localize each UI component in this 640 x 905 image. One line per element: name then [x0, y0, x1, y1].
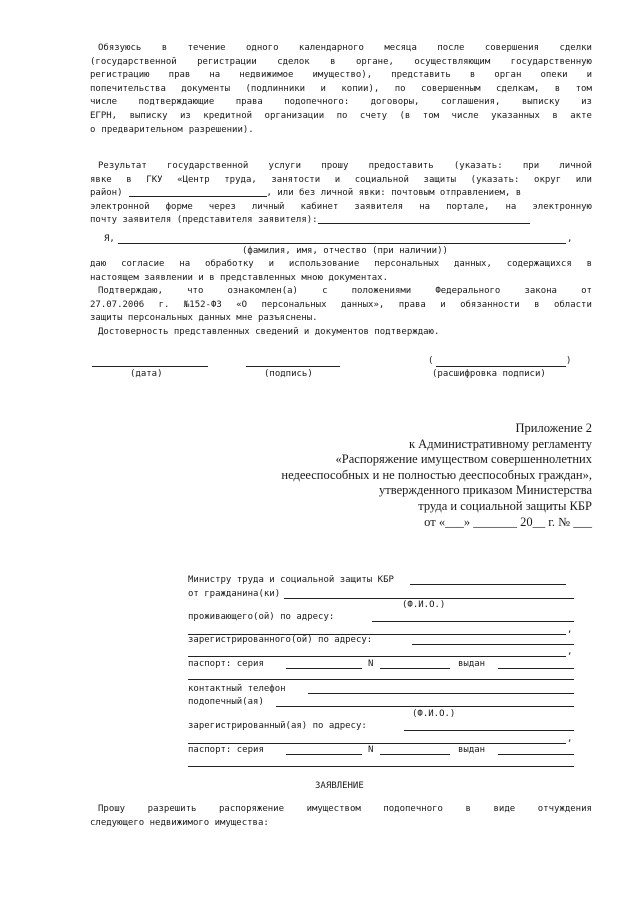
word: предварительном — [101, 124, 183, 135]
email-field[interactable] — [318, 214, 530, 224]
passport-issued-field-2[interactable] — [188, 679, 574, 680]
word: на — [419, 201, 431, 212]
comma: , — [567, 647, 573, 657]
word: органе, — [356, 56, 394, 67]
text-line — [90, 285, 592, 299]
word: числе — [90, 97, 118, 108]
text-line — [90, 187, 592, 201]
word: персональных — [374, 259, 440, 269]
word: имуществом — [306, 804, 361, 814]
residing-address-field[interactable] — [372, 621, 574, 622]
word: ГКУ — [146, 174, 163, 185]
word: о — [90, 124, 96, 135]
word: в — [554, 83, 561, 94]
word: заявителя — [354, 201, 404, 212]
word: (государственной — [90, 56, 177, 67]
word: одного — [245, 43, 279, 53]
word: документы — [181, 83, 231, 94]
word: и — [586, 70, 592, 81]
word: опеки — [540, 70, 568, 81]
word: защиты — [423, 174, 457, 185]
ward-passport-number-sign: N — [368, 745, 374, 755]
word: счету — [359, 110, 388, 121]
word: обработку — [204, 259, 254, 269]
word: акте — [570, 110, 592, 121]
word: г. — [158, 299, 170, 310]
word: осуществляющим — [414, 56, 491, 67]
word: месяца — [384, 43, 417, 53]
word: календарного — [298, 43, 364, 53]
word: отчуждения — [537, 804, 592, 814]
word: в — [126, 174, 132, 185]
top-paragraph — [90, 42, 592, 137]
word: положениями — [351, 286, 412, 297]
word: на — [179, 259, 191, 269]
word: в — [469, 70, 476, 81]
word: при — [522, 161, 540, 171]
text-fragment: следующего недвижимого имущества: — [90, 817, 269, 828]
word: (в — [399, 110, 411, 121]
word: права — [235, 97, 263, 108]
to-minister-label: Министру труда и социальной защиты КБР — [188, 575, 394, 585]
fio-caption: (Ф.И.О.) — [402, 600, 446, 610]
word: сделкам, — [496, 83, 540, 94]
word: «Центр — [177, 174, 210, 185]
passport-series-field[interactable] — [286, 668, 362, 669]
word: области — [553, 299, 592, 310]
word: Результат — [98, 161, 147, 171]
word: в — [161, 43, 168, 53]
text-line — [90, 110, 592, 124]
ward-address-field[interactable] — [404, 730, 574, 731]
word: на — [505, 201, 517, 212]
word: совершенным — [420, 83, 481, 94]
word: том — [575, 83, 592, 94]
text-line — [90, 312, 592, 326]
ward-name-field[interactable] — [276, 706, 574, 707]
word: ЕГРН, — [90, 110, 118, 121]
word: через — [208, 201, 236, 212]
word: представить — [391, 70, 451, 81]
word: ознакомлен(а) — [227, 286, 298, 297]
applicant-name-field[interactable] — [118, 243, 566, 244]
signature-caption: (подпись) — [264, 369, 313, 379]
word: использование — [288, 259, 360, 269]
word: имущество), — [312, 70, 373, 81]
signature-decode-field[interactable] — [436, 366, 566, 367]
registered-label: зарегистрированного(ой) по адресу: — [188, 635, 373, 645]
text-line — [90, 69, 592, 83]
residing-label: проживающего(ой) по адресу: — [188, 612, 335, 622]
word: кредитной — [203, 110, 253, 121]
appendix-line: труда и социальной защиты КБР — [418, 498, 592, 513]
date-field[interactable] — [92, 366, 208, 367]
word: услуги — [268, 161, 302, 171]
word: Обязуюсь — [98, 43, 142, 53]
district-field[interactable] — [129, 187, 267, 197]
appendix-line: недееспособных и не полностью дееспособных граждан», — [281, 467, 592, 482]
signature-decode-caption: (расшифровка подписи) — [432, 369, 546, 379]
word: (указать: — [453, 161, 503, 171]
word: личной — [559, 161, 592, 171]
word: соглашения, — [440, 97, 501, 108]
comma: , — [567, 234, 573, 244]
passport-number-sign: N — [368, 659, 374, 669]
result-paragraph — [90, 160, 592, 228]
word: (подлинники — [245, 83, 306, 94]
registered-address-field[interactable] — [412, 644, 574, 645]
word: Подтверждаю, — [98, 286, 164, 297]
district-label: район) — [90, 188, 123, 199]
passport-number-field[interactable] — [380, 668, 450, 669]
word: на — [209, 70, 221, 81]
text-line — [90, 326, 592, 340]
word: что — [187, 286, 204, 297]
appendix-line: Приложение 2 — [515, 421, 592, 435]
word: сделки — [559, 43, 592, 53]
word: после — [437, 43, 465, 53]
word: 27.07.2006 — [90, 299, 145, 310]
word: по — [394, 83, 406, 94]
word: согласие — [121, 259, 165, 269]
word: по — [336, 110, 348, 121]
word: №152-ФЗ — [183, 299, 222, 310]
comma: , — [567, 734, 573, 744]
word: прошу — [321, 161, 349, 171]
appendix-line: «Распоряжение имуществом совершеннолетних — [335, 452, 592, 467]
word: копии), — [341, 83, 380, 94]
from-citizen-label: от гражданина(ки) — [188, 589, 281, 599]
word: персональных — [261, 299, 327, 310]
word: содержащихся — [506, 259, 572, 269]
word: электронной — [90, 201, 150, 212]
text-fragment: защиты персональных данных мне разъяснены. — [90, 313, 318, 324]
word: попечительства — [90, 83, 166, 94]
text-fragment: Достоверность представленных сведений и документов подтверждаю. — [98, 326, 440, 337]
text-fragment: , или без личной явки: почтовым отправлением, в — [266, 188, 522, 199]
word: и — [268, 259, 274, 269]
word: виде — [493, 804, 516, 814]
open-paren: ( — [428, 356, 434, 366]
word: даю — [90, 259, 107, 269]
word: недвижимое — [239, 70, 294, 81]
minister-name-field[interactable] — [410, 584, 566, 585]
phone-label: контактный телефон — [188, 684, 286, 694]
word: обязанности — [460, 299, 520, 310]
word: государственную — [510, 56, 592, 67]
word: совершения — [484, 43, 540, 53]
word: прав — [168, 70, 191, 81]
statement-paragraph — [90, 803, 592, 830]
word: с — [322, 286, 328, 297]
word: указанных — [491, 110, 540, 121]
text-line — [90, 817, 592, 831]
word: подопечного — [383, 804, 443, 814]
word: и — [334, 174, 341, 185]
fio-caption: (фамилия, имя, отчество (при наличии)) — [242, 246, 448, 256]
statement-title: ЗАЯВЛЕНИЕ — [315, 781, 364, 791]
word: договоры, — [370, 97, 420, 108]
text-line — [90, 803, 592, 817]
registered-address-field-2[interactable] — [188, 656, 566, 657]
word: регистрацию — [90, 70, 150, 81]
word: округ — [534, 174, 562, 185]
appendix-line: утвержденного приказом Министерства — [379, 483, 592, 498]
text-line — [90, 56, 592, 70]
ward-passport-issued-field-2[interactable] — [188, 766, 574, 767]
word: выписку — [521, 97, 560, 108]
word: права — [398, 299, 426, 310]
appendix-header — [281, 421, 592, 530]
word: «О — [236, 299, 248, 310]
text-line — [90, 124, 592, 138]
word: течение — [187, 43, 226, 53]
word: закона — [524, 286, 557, 297]
word: в — [465, 804, 471, 814]
word: электронную — [532, 201, 592, 212]
word: орган — [494, 70, 522, 81]
word: форме — [165, 201, 193, 212]
text-line — [90, 201, 592, 215]
word: социальной — [354, 174, 409, 185]
word: в — [586, 259, 592, 269]
word: разрешить — [147, 804, 197, 814]
word: портале, — [446, 201, 490, 212]
ward-issued-label: выдан — [458, 745, 486, 755]
text-line — [90, 258, 592, 272]
appendix-line: к Административному регламенту — [408, 436, 592, 451]
word: и — [320, 83, 326, 94]
ward-label: подопечный(ая) — [188, 697, 264, 707]
fio-caption: (Ф.И.О.) — [412, 709, 456, 719]
consent-paragraph — [90, 258, 592, 340]
text-line — [90, 272, 592, 286]
ward-passport-label: паспорт: серия — [188, 745, 264, 755]
word: из — [179, 110, 191, 121]
word: труда, — [224, 174, 257, 185]
ward-registered-label: зарегистрированный(ая) по адресу: — [188, 721, 367, 731]
word: личный — [251, 201, 285, 212]
text-line — [90, 174, 592, 188]
word: числе — [451, 110, 479, 121]
word: в — [330, 56, 336, 67]
word: явке — [90, 174, 112, 185]
issued-label: выдан — [458, 659, 486, 669]
word: из — [581, 97, 592, 108]
word: кабинет — [300, 201, 339, 212]
word: занятости — [271, 174, 321, 185]
email-label: почту заявителя (представителя заявителя): — [90, 215, 318, 226]
word: Федерального — [435, 286, 501, 297]
signature-field[interactable] — [246, 366, 340, 367]
word: данных», — [340, 299, 385, 310]
comma: , — [567, 625, 573, 635]
ward-passport-number-field[interactable] — [380, 754, 450, 755]
text-line — [90, 160, 592, 174]
word: (указать: — [470, 174, 520, 185]
word: в — [552, 110, 558, 121]
word: данных, — [453, 259, 492, 269]
word: от — [581, 286, 592, 297]
word: государственной — [167, 161, 249, 171]
appendix-line: от «___» _______ 20__ г. № ___ — [424, 514, 592, 529]
ya-label: Я, — [104, 234, 115, 244]
word: регистрации — [197, 56, 257, 67]
word: организации — [264, 110, 325, 121]
word: сделок — [277, 56, 310, 67]
text-line — [90, 96, 592, 110]
word: подтверждающие — [138, 97, 215, 108]
word: и — [440, 299, 446, 310]
word: или — [575, 174, 592, 185]
ward-passport-series-field[interactable] — [286, 754, 362, 755]
text-line — [90, 299, 592, 313]
phone-field[interactable] — [308, 693, 574, 694]
text-fragment: настоящем заявлении и в представленных мною документах. — [90, 272, 389, 283]
passport-issued-field[interactable] — [498, 668, 574, 669]
word: в — [534, 299, 540, 310]
close-paren: ) — [566, 356, 572, 366]
word: подопечного: — [284, 97, 350, 108]
passport-label: паспорт: серия — [188, 659, 264, 669]
word: разрешении). — [188, 124, 254, 135]
ward-passport-issued-field[interactable] — [498, 754, 574, 755]
word: Прошу — [98, 804, 126, 814]
word: предоставить — [368, 161, 434, 171]
word: выписку — [129, 110, 168, 121]
word: том — [422, 110, 440, 121]
word: распоряжение — [219, 804, 285, 814]
text-line — [90, 83, 592, 97]
date-caption: (дата) — [130, 369, 163, 379]
text-line — [90, 214, 592, 228]
text-line — [90, 42, 592, 56]
